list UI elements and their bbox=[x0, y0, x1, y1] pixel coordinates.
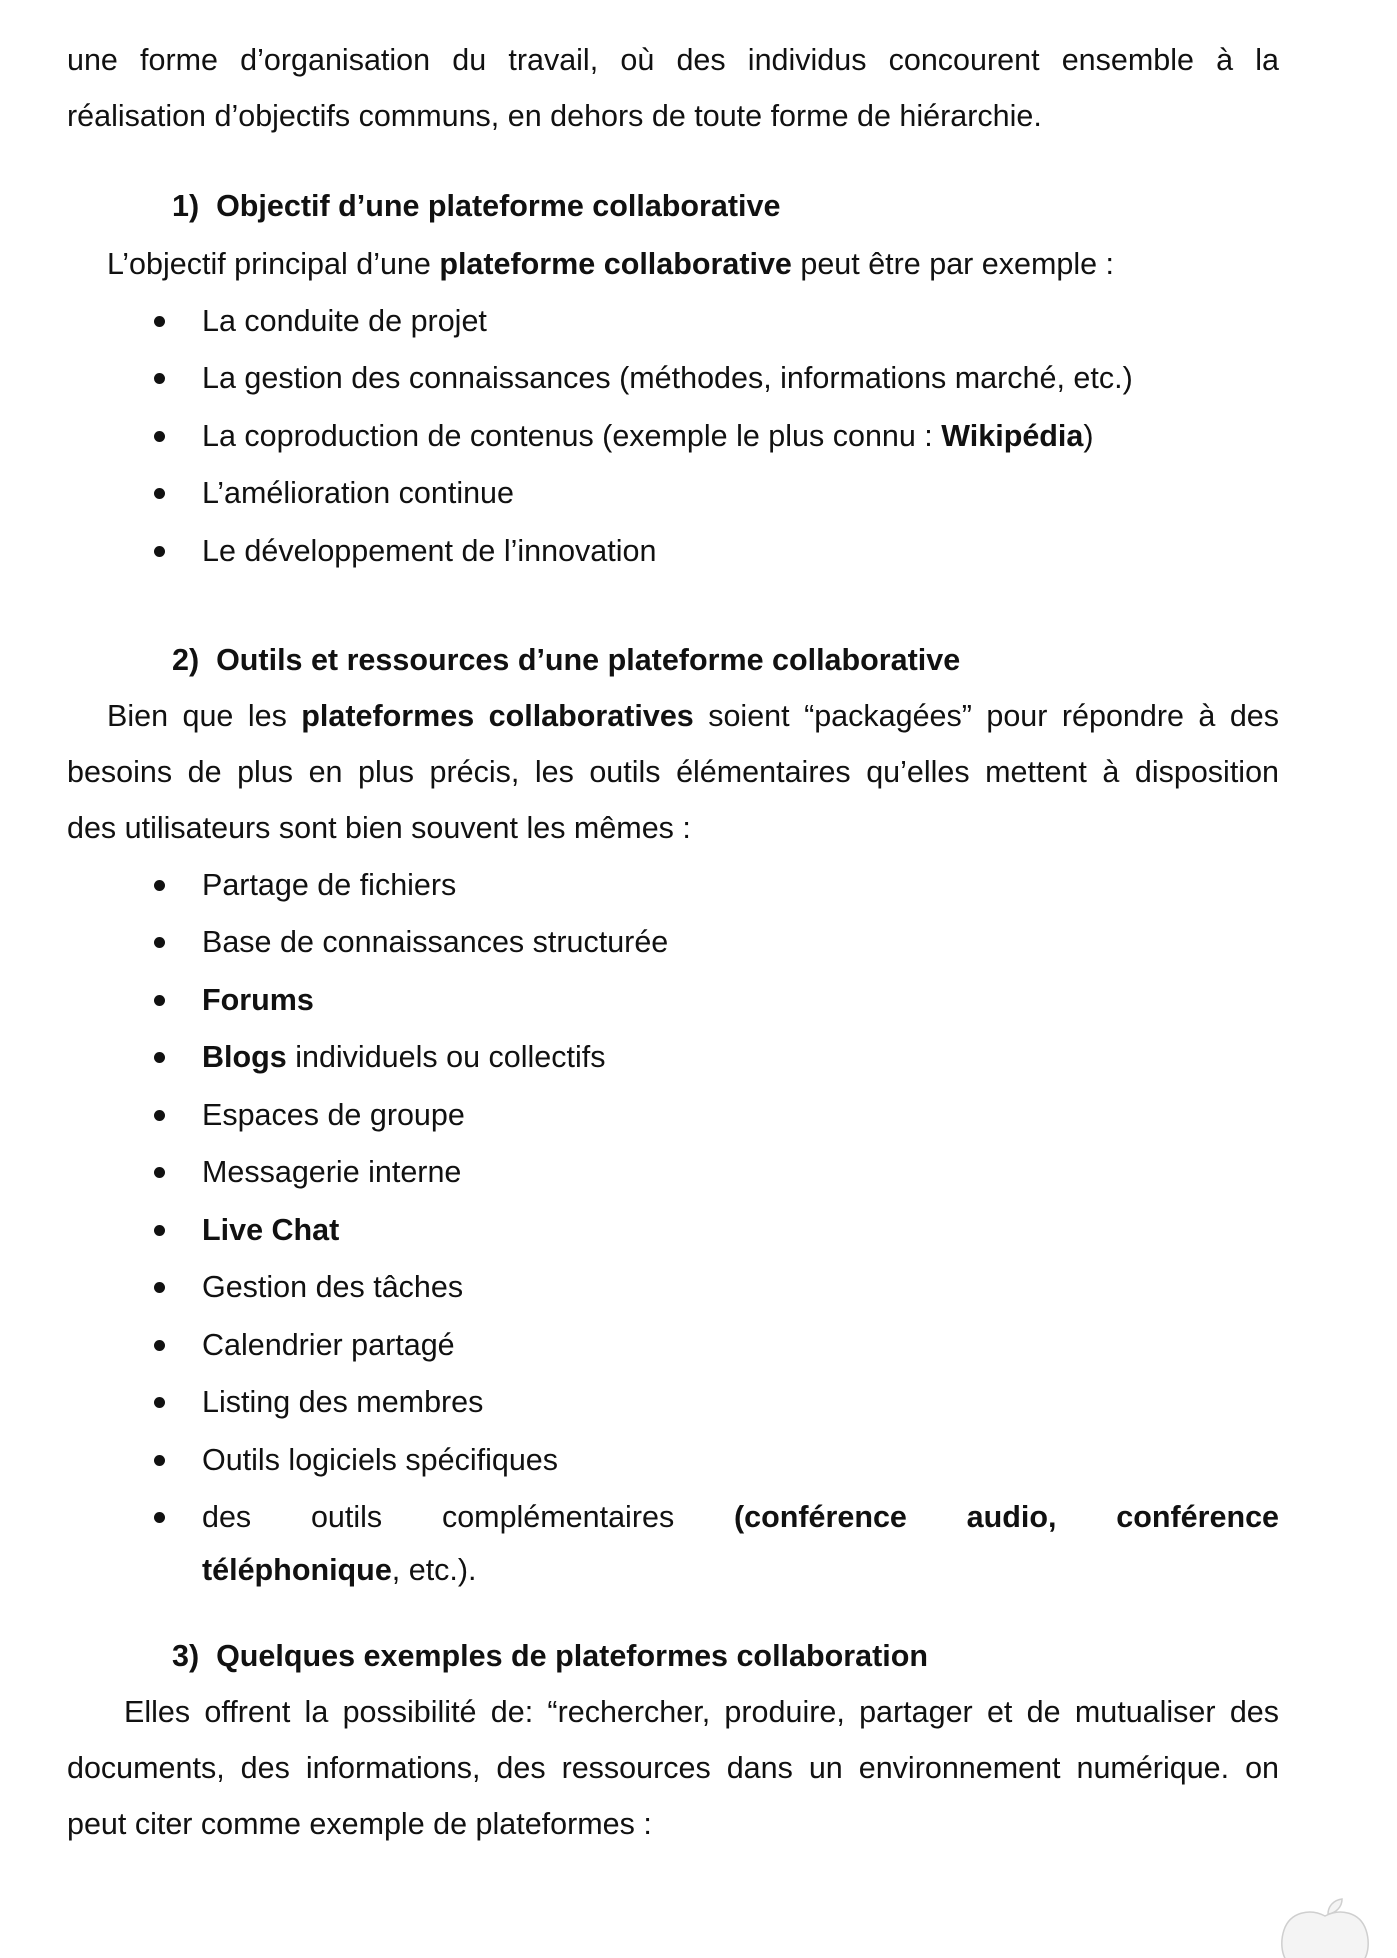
bullet-dot bbox=[154, 1225, 165, 1236]
list-item bbox=[202, 1499, 1279, 1535]
section-3-para-line-2: documents, des informations, des ressources dans un environnement numérique. on bbox=[67, 1751, 1279, 1785]
bullet-dot bbox=[154, 1512, 165, 1523]
list-item bbox=[202, 418, 1094, 454]
word: des bbox=[202, 1500, 252, 1534]
list-item: La conduite de projet bbox=[202, 304, 487, 338]
section-2-para-line-1 bbox=[107, 698, 1279, 734]
section-1-number: 1) bbox=[172, 189, 200, 223]
bold-word: conférence bbox=[1116, 1500, 1279, 1534]
bullet-dot bbox=[154, 431, 165, 442]
section-2-para-line-3: des utilisateurs sont bien souvent les mêmes : bbox=[67, 811, 691, 845]
list-item: Espaces de groupe bbox=[202, 1098, 465, 1132]
section-2-number: 2) bbox=[172, 643, 200, 677]
wikipedia-bold: Wikipédia bbox=[941, 419, 1084, 453]
word bbox=[734, 1499, 907, 1535]
list-item: Outils logiciels spécifiques bbox=[202, 1443, 558, 1477]
bullet-dot bbox=[154, 1110, 165, 1121]
list-item-text: La coproduction de contenus (exemple le plus connu : bbox=[202, 419, 942, 453]
section-1-para-text: L’objectif principal d’une bbox=[107, 247, 440, 281]
bold-word: conférence bbox=[744, 1500, 907, 1534]
list-item bbox=[202, 1039, 605, 1075]
bullet-dot bbox=[154, 1455, 165, 1466]
bold-word: téléphonique bbox=[202, 1553, 392, 1587]
list-item: Partage de fichiers bbox=[202, 868, 457, 902]
intro-line-2: réalisation d’objectifs communs, en dehors de toute forme de hiérarchie. bbox=[67, 99, 1042, 133]
section-2-para-line-2: besoins de plus en plus précis, les outils élémentaires qu’elles mettent à disposition bbox=[67, 755, 1279, 789]
bullet-dot bbox=[154, 373, 165, 384]
list-item: Gestion des tâches bbox=[202, 1270, 464, 1304]
list-item: Messagerie interne bbox=[202, 1155, 462, 1189]
bullet-dot bbox=[154, 1282, 165, 1293]
word: outils bbox=[310, 1500, 383, 1534]
list-item: Le développement de l’innovation bbox=[202, 534, 657, 568]
list-item: Listing des membres bbox=[202, 1385, 484, 1419]
section-2-title: Outils et ressources d’une plateforme collaborative bbox=[216, 643, 961, 677]
list-item: Forums bbox=[202, 983, 314, 1017]
apple-logo-icon bbox=[1270, 1898, 1380, 1958]
section-3-title: Quelques exemples de plateformes collaboration bbox=[216, 1639, 928, 1673]
list-item-text-end: ) bbox=[1083, 419, 1094, 453]
list-item: Calendrier partagé bbox=[202, 1328, 455, 1362]
bullet-dot bbox=[154, 1397, 165, 1408]
list-item-text: individuels ou collectifs bbox=[286, 1040, 606, 1074]
section-2-para-text: Bien que les bbox=[107, 699, 302, 733]
bullet-dot bbox=[154, 995, 165, 1006]
bullet-dot bbox=[154, 1052, 165, 1063]
bullet-dot bbox=[154, 488, 165, 499]
bullet-dot bbox=[154, 546, 165, 557]
bullet-dot bbox=[154, 937, 165, 948]
section-1-title: Objectif d’une plateforme collaborative bbox=[216, 189, 781, 223]
section-1-heading bbox=[172, 188, 780, 224]
section-1-para-bold: plateforme collaborative bbox=[439, 247, 792, 281]
word: complémentaires bbox=[441, 1500, 675, 1534]
section-2-para-text-end: soient “packagées” pour répondre à des bbox=[693, 699, 1280, 733]
bold-word: audio, bbox=[966, 1500, 1057, 1534]
section-1-para-text-end: peut être par exemple : bbox=[791, 247, 1115, 281]
section-3-heading bbox=[172, 1638, 928, 1674]
section-3-para-line-3: peut citer comme exemple de plateformes : bbox=[67, 1807, 652, 1841]
section-1-paragraph bbox=[107, 246, 1114, 282]
list-item-text: , etc.). bbox=[391, 1553, 477, 1587]
section-3-number: 3) bbox=[172, 1639, 200, 1673]
bullet-dot bbox=[154, 880, 165, 891]
paren: ( bbox=[733, 1500, 745, 1534]
list-item: Base de connaissances structurée bbox=[202, 925, 669, 959]
bullet-dot bbox=[154, 1340, 165, 1351]
bullet-dot bbox=[154, 316, 165, 327]
list-item: Live Chat bbox=[202, 1213, 340, 1247]
section-2-heading bbox=[172, 642, 960, 678]
list-item-continuation bbox=[202, 1552, 477, 1588]
bullet-dot bbox=[154, 1167, 165, 1178]
section-2-para-bold: plateformes collaboratives bbox=[301, 699, 694, 733]
list-item: La gestion des connaissances (méthodes, informations marché, etc.) bbox=[202, 361, 1133, 395]
list-item: L’amélioration continue bbox=[202, 476, 514, 510]
blogs-bold: Blogs bbox=[202, 1040, 287, 1074]
section-3-para-line-1: Elles offrent la possibilité de: “rechercher, produire, partager et de mutualiser des bbox=[124, 1695, 1279, 1729]
intro-line-1: une forme d’organisation du travail, où des individus concourent ensemble à la bbox=[67, 43, 1279, 77]
